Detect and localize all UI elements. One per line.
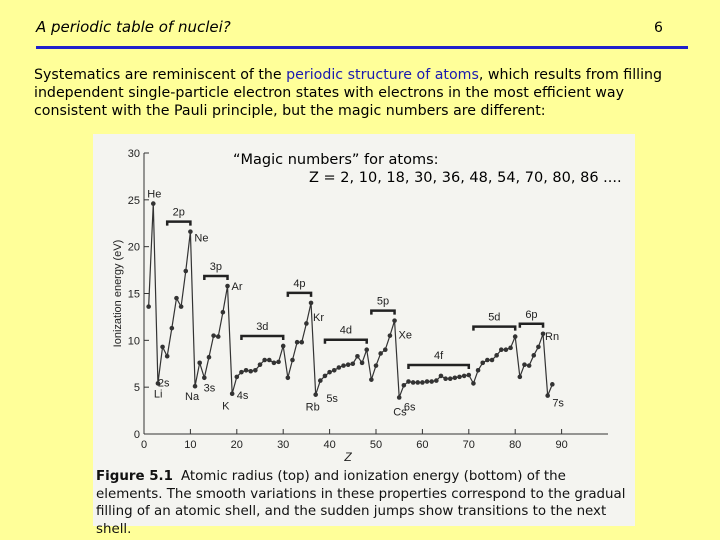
data-point <box>388 333 393 338</box>
data-point <box>360 361 365 366</box>
data-point <box>402 383 407 388</box>
x-tick-label: 50 <box>369 439 383 451</box>
data-point <box>378 351 383 356</box>
data-point <box>211 333 216 338</box>
data-point <box>545 393 550 398</box>
slide-title: A periodic table of nuclei? <box>36 18 231 36</box>
slide-number: 6 <box>654 20 663 36</box>
element-label: Cs <box>393 406 407 419</box>
subshell-bracket <box>473 327 515 331</box>
data-point <box>193 384 198 389</box>
data-point <box>309 301 314 306</box>
data-point <box>165 354 170 359</box>
data-point <box>355 354 360 359</box>
subshell-label: 5p <box>376 295 390 308</box>
subshell-label: 5d <box>488 311 501 324</box>
data-point <box>457 375 462 380</box>
subshell-bracket <box>520 324 543 328</box>
x-tick-label: 10 <box>184 439 197 451</box>
data-point <box>267 358 272 363</box>
data-point <box>327 370 332 375</box>
magic-numbers-list: Z = 2, 10, 18, 30, 36, 48, 54, 70, 80, 86 .... <box>309 170 622 186</box>
data-point <box>420 380 425 385</box>
magic-numbers-heading: “Magic numbers” for atoms: <box>233 152 439 168</box>
element-label: Kr <box>313 311 325 324</box>
element-label: 7s <box>552 397 564 410</box>
data-point <box>151 201 156 206</box>
data-point <box>346 362 351 367</box>
data-point <box>439 374 444 379</box>
element-label: Na <box>185 391 200 404</box>
data-point <box>397 395 402 400</box>
subshell-label: 3d <box>256 320 269 333</box>
subshell-label: 3p <box>209 261 223 274</box>
y-tick-label: 30 <box>127 148 140 160</box>
data-point <box>299 340 304 345</box>
data-point <box>248 369 253 374</box>
shell-label: 4s <box>236 390 249 403</box>
data-point <box>225 284 230 289</box>
subshell-label: 4f <box>434 349 444 362</box>
data-point <box>494 353 499 358</box>
data-point <box>276 360 281 365</box>
data-point <box>374 363 379 368</box>
element-label: Rn <box>545 330 560 343</box>
data-point <box>235 375 240 380</box>
data-point <box>281 344 286 349</box>
data-point <box>341 363 346 368</box>
data-point <box>351 361 356 366</box>
data-point <box>179 304 184 309</box>
data-point <box>485 358 490 363</box>
subshell-bracket <box>241 336 283 340</box>
y-tick-label: 10 <box>127 335 140 348</box>
data-point <box>332 368 337 373</box>
data-point <box>295 340 300 345</box>
subshell-bracket <box>288 293 311 297</box>
data-point <box>508 346 513 351</box>
data-point <box>415 380 420 385</box>
data-point <box>188 229 193 234</box>
intro-text-start: Systematics are reminiscent of the <box>34 67 287 83</box>
subshell-label: 2p <box>172 206 185 219</box>
x-tick-label: 20 <box>230 439 243 451</box>
data-point <box>244 368 249 373</box>
data-point <box>490 358 495 363</box>
data-point <box>262 358 267 363</box>
data-point <box>429 379 434 384</box>
intro-text-end: , which results from filling independent single-particle electron states with electrons in the most efficient way consistent with the Pauli principle, but the magic numbers are different: <box>34 67 663 119</box>
element-label: Ar <box>231 281 243 294</box>
element-label: Ne <box>194 232 209 245</box>
data-point <box>504 347 509 352</box>
data-point <box>290 358 295 363</box>
data-point <box>453 376 458 381</box>
subshell-bracket <box>408 365 468 369</box>
data-point <box>323 374 328 379</box>
data-point <box>513 334 518 339</box>
subshell-label: 4d <box>339 324 352 337</box>
data-point <box>239 370 244 375</box>
data-point <box>216 334 221 339</box>
subshell-bracket <box>204 276 227 280</box>
element-label: Xe <box>398 329 413 342</box>
figure-caption-text: Atomic radius (top) and ionization energy (bottom) of the elements. The smooth variations in these properties correspond to the gradual filling of an atomic shell, and the sudden jumps show transitions to the next shell. <box>96 469 626 537</box>
data-point <box>160 345 165 350</box>
data-point <box>448 376 453 381</box>
title-divider <box>36 46 688 49</box>
x-axis-label: Z <box>344 450 352 464</box>
x-tick-label: 30 <box>277 439 290 451</box>
data-point <box>434 378 439 383</box>
data-point <box>272 361 277 366</box>
data-point <box>207 355 212 360</box>
data-point <box>146 304 151 309</box>
data-point <box>392 318 397 323</box>
data-point <box>258 362 263 367</box>
textbook-figure <box>93 134 635 537</box>
data-point <box>202 376 207 381</box>
data-point <box>369 377 374 382</box>
x-tick-label: 60 <box>416 439 429 451</box>
figure-caption <box>96 468 632 538</box>
subshell-bracket <box>371 311 394 315</box>
data-point <box>527 363 532 368</box>
data-point <box>522 362 527 367</box>
data-point <box>518 375 523 380</box>
element-label: Rb <box>305 401 320 414</box>
data-point <box>230 391 235 396</box>
data-point <box>170 326 175 331</box>
figure-label: Figure 5.1 <box>96 469 173 484</box>
data-point <box>406 379 411 384</box>
y-tick-label: 5 <box>133 382 140 395</box>
intro-highlight: periodic structure of atoms <box>286 67 479 83</box>
data-point <box>313 392 318 397</box>
data-point <box>221 310 226 315</box>
data-point <box>471 381 476 386</box>
data-point <box>174 296 179 301</box>
data-point <box>183 269 188 274</box>
x-tick-label: 70 <box>462 439 475 451</box>
x-tick-label: 0 <box>140 439 148 451</box>
x-tick-label: 90 <box>555 439 568 451</box>
data-point <box>197 361 202 366</box>
y-axis-label: Ionization energy (eV) <box>112 239 124 348</box>
data-point <box>443 376 448 381</box>
data-point <box>383 347 388 352</box>
x-tick-label: 80 <box>509 439 522 451</box>
data-point <box>462 374 467 379</box>
element-label: Li <box>153 388 163 401</box>
shell-label: 6s <box>403 401 416 414</box>
y-tick-label: 0 <box>133 429 140 441</box>
subshell-label: 4p <box>293 277 306 290</box>
subshell-label: 6p <box>525 308 538 321</box>
data-point <box>318 378 323 383</box>
intro-paragraph <box>34 66 694 120</box>
shell-label: 5s <box>326 392 338 405</box>
element-label: He <box>147 188 162 201</box>
data-point <box>304 321 309 326</box>
data-point <box>411 380 416 385</box>
data-point <box>550 382 555 387</box>
data-point <box>480 361 485 366</box>
y-tick-label: 25 <box>127 194 140 207</box>
x-tick-label: 40 <box>323 439 336 451</box>
shell-label: 3s <box>203 382 216 395</box>
data-point <box>337 365 342 370</box>
data-point <box>364 347 369 352</box>
data-point <box>476 368 481 373</box>
data-point <box>531 353 536 358</box>
shell-label: 2s <box>157 377 170 390</box>
subshell-bracket <box>167 222 190 226</box>
data-point <box>467 373 472 378</box>
element-label: K <box>222 400 230 413</box>
y-tick-label: 15 <box>127 288 140 301</box>
data-point <box>253 368 258 373</box>
data-point <box>536 345 541 350</box>
data-point <box>286 376 291 381</box>
y-tick-label: 20 <box>127 241 140 254</box>
data-point <box>425 379 430 384</box>
data-point <box>499 347 504 352</box>
subshell-bracket <box>325 340 367 344</box>
